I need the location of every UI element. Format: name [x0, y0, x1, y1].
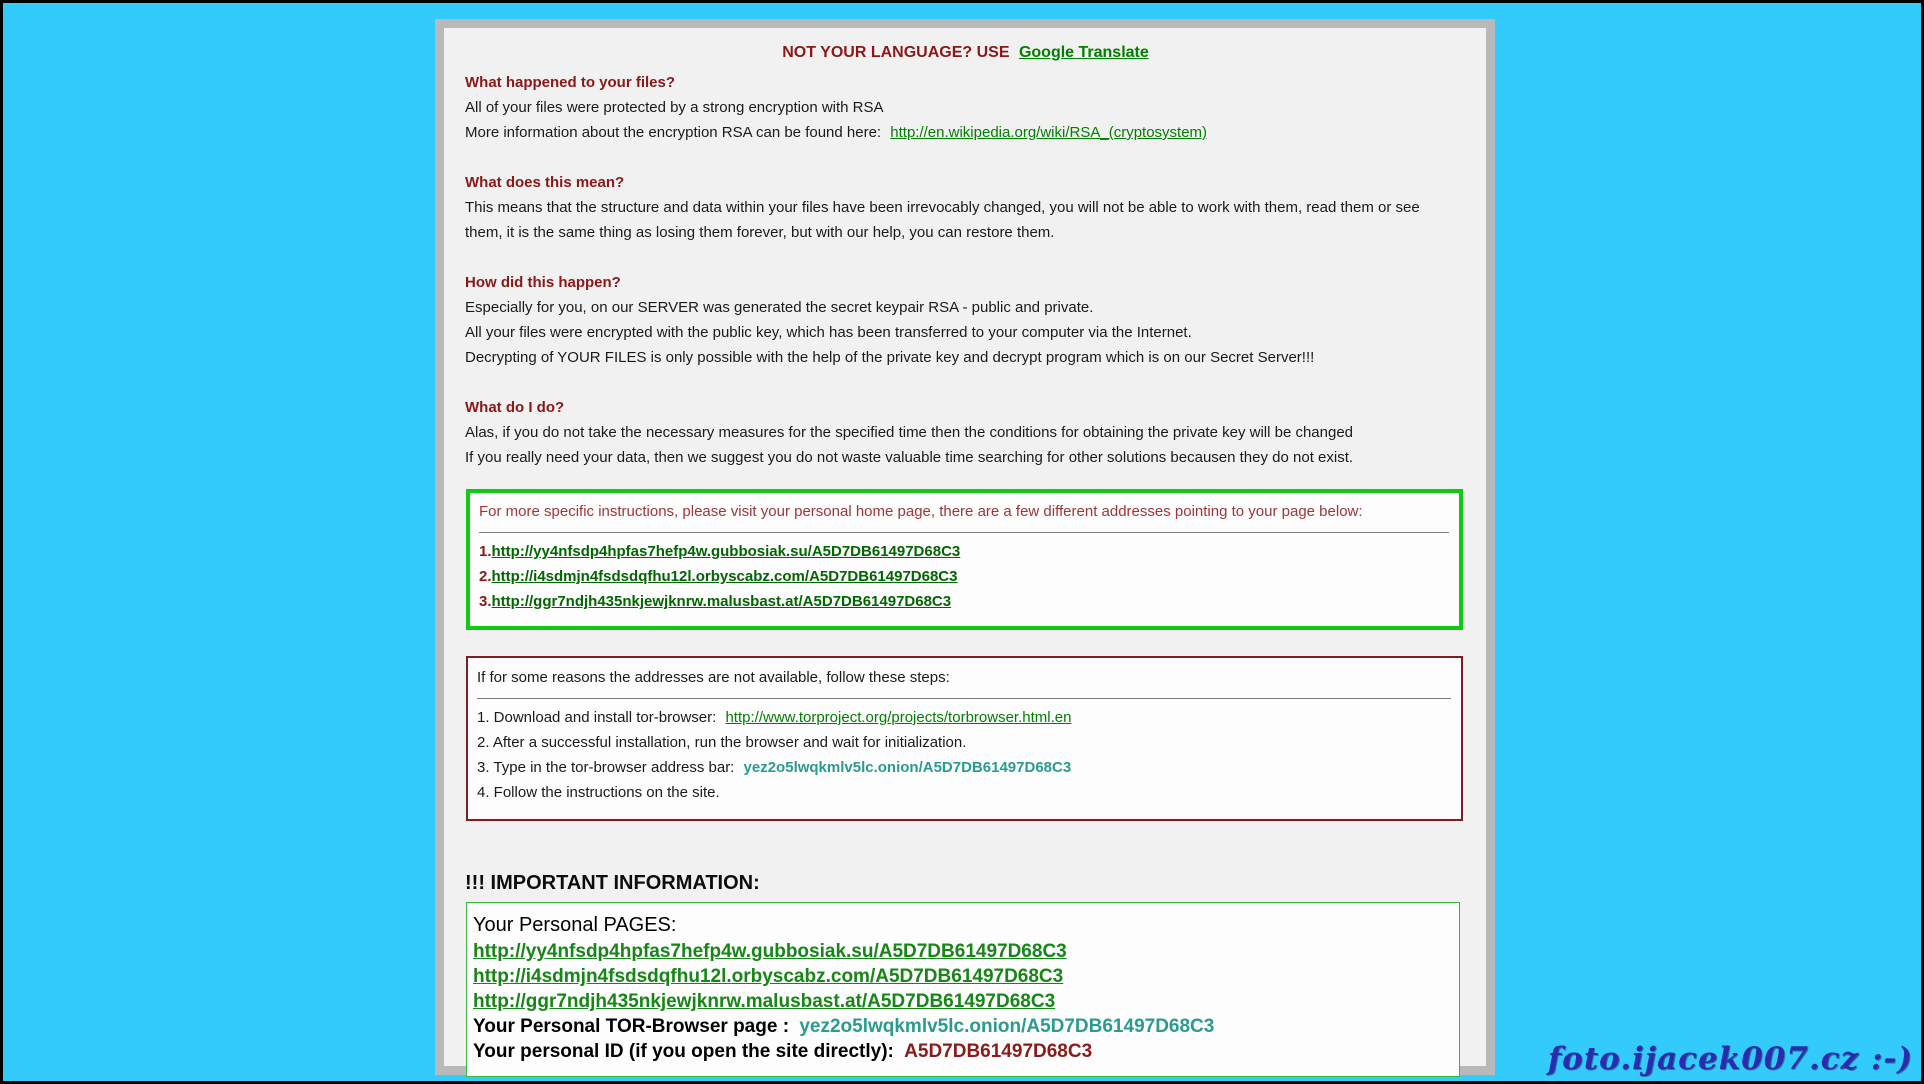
personal-pages-label: Your Personal PAGES: — [473, 914, 677, 936]
address-link-number: 2. — [479, 568, 492, 585]
translate-notice — [465, 42, 1466, 64]
personal-pages-address-box — [466, 489, 1463, 630]
section-heading-how-did-this-happen: How did this happen? — [465, 274, 621, 291]
personal-id-value: A5D7DB61497D68C3 — [904, 1041, 1093, 1062]
tor-browser-page-address: yez2o5lwqkmlv5lc.onion/A5D7DB61497D68C3 — [799, 1016, 1215, 1037]
address-link-row — [479, 589, 1449, 614]
wikipedia-rsa-link[interactable]: http://en.wikipedia.org/wiki/RSA_(cryptosystem) — [890, 124, 1208, 141]
what-do-line-1: Alas, if you do not take the necessary measures for the specified time then the conditions for obtaining the private key will be changed — [465, 424, 1354, 441]
tor-box-intro: If for some reasons the addresses are not available, follow these steps: — [477, 669, 950, 686]
photo-watermark: foto.ijacek007.cz :-) — [1547, 1041, 1913, 1077]
tor-instructions-box — [466, 656, 1463, 821]
tor-step-3-text: 3. Type in the tor-browser address bar: — [477, 759, 735, 776]
ransom-note-panel — [435, 19, 1495, 1075]
files-line-2-text: More information about the encryption RSA can be found here: — [465, 124, 882, 141]
personal-page-link-3[interactable]: http://ggr7ndjh435nkjewjknrw.malusbast.at/A5D7DB61497D68C3 — [491, 593, 952, 610]
what-do-line-2: If you really need your data, then we suggest you do not waste valuable time searching for other solutions becausen they do not exist. — [465, 449, 1354, 466]
section-heading-what-happened: What happened to your files? — [465, 74, 676, 91]
address-link-number: 1. — [479, 543, 492, 560]
personal-id-line — [473, 1039, 1447, 1064]
address-link-row — [479, 564, 1449, 589]
important-information-heading: !!! IMPORTANT INFORMATION: — [465, 872, 760, 894]
tor-browser-page-line — [473, 1014, 1447, 1039]
important-information-box — [466, 902, 1460, 1077]
onion-address: yez2o5lwqkmlv5lc.onion/A5D7DB61497D68C3 — [743, 759, 1072, 776]
tor-browser-page-label: Your Personal TOR-Browser page : — [473, 1016, 790, 1037]
tor-step-4: 4. Follow the instructions on the site. — [477, 784, 720, 801]
personal-id-label: Your personal ID (if you open the site directly): — [473, 1041, 894, 1062]
mean-line-1: This means that the structure and data within your files have been irrevocably changed, you will not be able to work with them, read them or see — [465, 199, 1420, 216]
address-box-intro: For more specific instructions, please visit your personal home page, there are a few different addresses pointing to your page below: — [479, 503, 1363, 520]
personal-page-link-bold-2[interactable]: http://i4sdmjn4fsdsdqfhu12l.orbyscabz.com/A5D7DB61497D68C3 — [473, 966, 1064, 987]
tor-step-1-text: 1. Download and install tor-browser: — [477, 709, 717, 726]
personal-page-link-2[interactable]: http://i4sdmjn4fsdsdqfhu12l.orbyscabz.com/A5D7DB61497D68C3 — [491, 568, 958, 585]
address-link-number: 3. — [479, 593, 492, 610]
files-line-1: All of your files were protected by a strong encryption with RSA — [465, 99, 884, 116]
happen-line-2: All your files were encrypted with the public key, which has been transferred to your computer via the Internet. — [465, 324, 1192, 341]
happen-line-1: Especially for you, on our SERVER was generated the secret keypair RSA - public and private. — [465, 299, 1094, 316]
section-heading-what-does-this-mean: What does this mean? — [465, 174, 625, 191]
divider — [477, 698, 1451, 699]
mean-line-2: them, it is the same thing as losing them forever, but with our help, you can restore them. — [465, 224, 1055, 241]
personal-page-link-bold-1[interactable]: http://yy4nfsdp4hpfas7hefp4w.gubbosiak.su/A5D7DB61497D68C3 — [473, 941, 1067, 962]
divider — [479, 532, 1449, 533]
happen-line-3: Decrypting of YOUR FILES is only possible with the help of the private key and decrypt program which is on our Secret Server!!! — [465, 349, 1315, 366]
address-link-row — [479, 539, 1449, 564]
torproject-link[interactable]: http://www.torproject.org/projects/torbrowser.html.en — [725, 709, 1072, 726]
personal-page-link-bold-3[interactable]: http://ggr7ndjh435nkjewjknrw.malusbast.at/A5D7DB61497D68C3 — [473, 991, 1056, 1012]
translate-notice-text: NOT YOUR LANGUAGE? USE — [782, 44, 1010, 61]
personal-page-link-1[interactable]: http://yy4nfsdp4hpfas7hefp4w.gubbosiak.su/A5D7DB61497D68C3 — [491, 543, 961, 560]
tor-step-1 — [477, 705, 1451, 730]
files-line-2 — [465, 120, 1466, 145]
tor-step-3 — [477, 755, 1451, 780]
section-heading-what-do-i-do: What do I do? — [465, 399, 565, 416]
note-content — [444, 28, 1486, 1077]
tor-step-2: 2. After a successful installation, run the browser and wait for initialization. — [477, 734, 967, 751]
google-translate-link[interactable]: Google Translate — [1018, 44, 1149, 61]
